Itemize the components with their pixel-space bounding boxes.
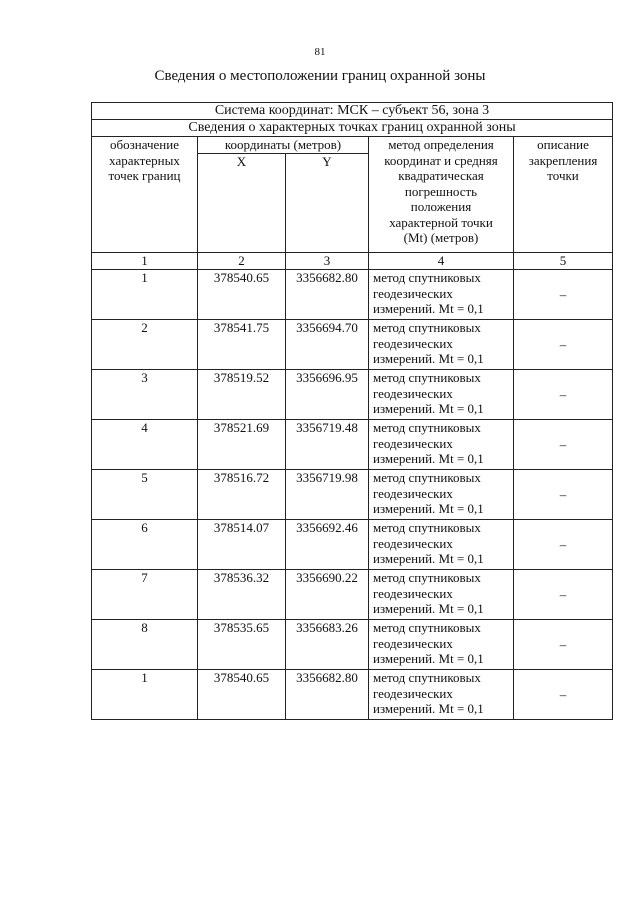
fixing-description-cell: –	[514, 670, 613, 720]
x-coordinate-cell: 378514.07	[198, 520, 286, 570]
header-method-line: положения	[410, 199, 472, 214]
table-row	[92, 470, 613, 520]
y-coordinate-cell: 3356692.46	[286, 520, 369, 570]
column-number: 1	[92, 253, 198, 270]
method-cell	[369, 420, 514, 470]
table-row	[92, 420, 613, 470]
table-row	[92, 670, 613, 720]
header-y: Y	[286, 154, 369, 253]
column-number: 5	[514, 253, 613, 270]
fixing-description-cell: –	[514, 470, 613, 520]
page-number: 81	[314, 46, 326, 58]
point-number-cell: 5	[92, 470, 198, 520]
table-row	[92, 370, 613, 420]
column-number: 2	[198, 253, 286, 270]
header-designation-line: точек границ	[108, 168, 181, 183]
method-line: измерений. Mt = 0,1	[373, 651, 484, 666]
method-line: геодезических	[373, 685, 453, 701]
table-row	[92, 320, 613, 370]
fixing-description-cell: –	[514, 420, 613, 470]
method-line: геодезических	[373, 585, 453, 601]
header-row-top	[92, 137, 613, 154]
y-coordinate-cell: 3356719.48	[286, 420, 369, 470]
table-row	[92, 620, 613, 670]
method-line: геодезических	[373, 535, 453, 551]
fixing-description-cell: –	[514, 270, 613, 320]
method-line: геодезических	[373, 335, 453, 351]
x-coordinate-cell: 378540.65	[198, 270, 286, 320]
header-method	[369, 137, 514, 253]
coordinate-system-cell: Система координат: МСК – субъект 56, зона 3	[92, 103, 613, 120]
method-line: измерений. Mt = 0,1	[373, 401, 484, 416]
fixing-description-cell: –	[514, 370, 613, 420]
method-cell	[369, 570, 514, 620]
method-line: метод спутниковых	[373, 570, 481, 585]
column-number: 4	[369, 253, 514, 270]
document-title: Сведения о местоположении границ охранной зоны	[154, 68, 486, 84]
header-method-line: координат и средняя	[384, 152, 498, 168]
method-cell	[369, 370, 514, 420]
header-coordinates: координаты (метров)	[198, 137, 369, 154]
method-line: измерений. Mt = 0,1	[373, 701, 484, 716]
method-line: метод спутниковых	[373, 670, 481, 685]
point-number-cell: 3	[92, 370, 198, 420]
x-coordinate-cell: 378519.52	[198, 370, 286, 420]
y-coordinate-cell: 3356683.26	[286, 620, 369, 670]
section-title-cell: Сведения о характерных точках границ охранной зоны	[92, 120, 613, 137]
method-line: метод спутниковых	[373, 620, 481, 635]
header-x: X	[198, 154, 286, 253]
point-number-cell: 2	[92, 320, 198, 370]
header-method-line: метод определения	[388, 137, 494, 152]
point-number-cell: 6	[92, 520, 198, 570]
method-cell	[369, 470, 514, 520]
method-line: измерений. Mt = 0,1	[373, 601, 484, 616]
header-designation-line: обозначение	[110, 137, 179, 152]
section-title-row	[92, 120, 613, 137]
x-coordinate-cell: 378535.65	[198, 620, 286, 670]
point-number-cell: 4	[92, 420, 198, 470]
header-method-line: характерной точки	[389, 214, 493, 230]
y-coordinate-cell: 3356682.80	[286, 670, 369, 720]
method-line: геодезических	[373, 435, 453, 451]
fixing-description-cell: –	[514, 570, 613, 620]
method-cell	[369, 520, 514, 570]
point-number-cell: 1	[92, 670, 198, 720]
method-line: измерений. Mt = 0,1	[373, 501, 484, 516]
y-coordinate-cell: 3356694.70	[286, 320, 369, 370]
header-description	[514, 137, 613, 253]
method-line: геодезических	[373, 285, 453, 301]
method-line: метод спутниковых	[373, 520, 481, 535]
method-line: метод спутниковых	[373, 370, 481, 385]
point-number-cell: 7	[92, 570, 198, 620]
table-row	[92, 570, 613, 620]
x-coordinate-cell: 378516.72	[198, 470, 286, 520]
y-coordinate-cell: 3356690.22	[286, 570, 369, 620]
header-description-line: описание	[537, 137, 589, 152]
method-line: метод спутниковых	[373, 470, 481, 485]
fixing-description-cell: –	[514, 320, 613, 370]
header-method-line: погрешность	[404, 183, 478, 199]
column-number: 3	[286, 253, 369, 270]
coordinate-system-row	[92, 103, 613, 120]
table-row	[92, 520, 613, 570]
table-row	[92, 270, 613, 320]
method-cell	[369, 320, 514, 370]
method-cell	[369, 670, 514, 720]
point-number-cell: 8	[92, 620, 198, 670]
y-coordinate-cell: 3356719.98	[286, 470, 369, 520]
header-description-line: закрепления	[528, 152, 598, 168]
method-line: геодезических	[373, 385, 453, 401]
method-line: геодезических	[373, 485, 453, 501]
column-number-row	[92, 253, 613, 270]
boundary-points-table	[91, 102, 613, 720]
method-line: геодезических	[373, 635, 453, 651]
fixing-description-cell: –	[514, 520, 613, 570]
x-coordinate-cell: 378536.32	[198, 570, 286, 620]
method-line: измерений. Mt = 0,1	[373, 301, 484, 316]
method-line: метод спутниковых	[373, 270, 481, 285]
method-line: измерений. Mt = 0,1	[373, 551, 484, 566]
method-line: метод спутниковых	[373, 420, 481, 435]
method-cell	[369, 270, 514, 320]
point-number-cell: 1	[92, 270, 198, 320]
x-coordinate-cell: 378541.75	[198, 320, 286, 370]
fixing-description-cell: –	[514, 620, 613, 670]
header-method-line: квадратическая	[398, 168, 484, 183]
header-description-line: точки	[547, 168, 579, 183]
x-coordinate-cell: 378540.65	[198, 670, 286, 720]
y-coordinate-cell: 3356696.95	[286, 370, 369, 420]
header-method-line: (Mt) (метров)	[403, 230, 479, 245]
x-coordinate-cell: 378521.69	[198, 420, 286, 470]
method-line: измерений. Mt = 0,1	[373, 351, 484, 366]
header-designation	[92, 137, 198, 253]
header-designation-line: характерных	[109, 152, 180, 168]
method-line: измерений. Mt = 0,1	[373, 451, 484, 466]
y-coordinate-cell: 3356682.80	[286, 270, 369, 320]
method-line: метод спутниковых	[373, 320, 481, 335]
method-cell	[369, 620, 514, 670]
